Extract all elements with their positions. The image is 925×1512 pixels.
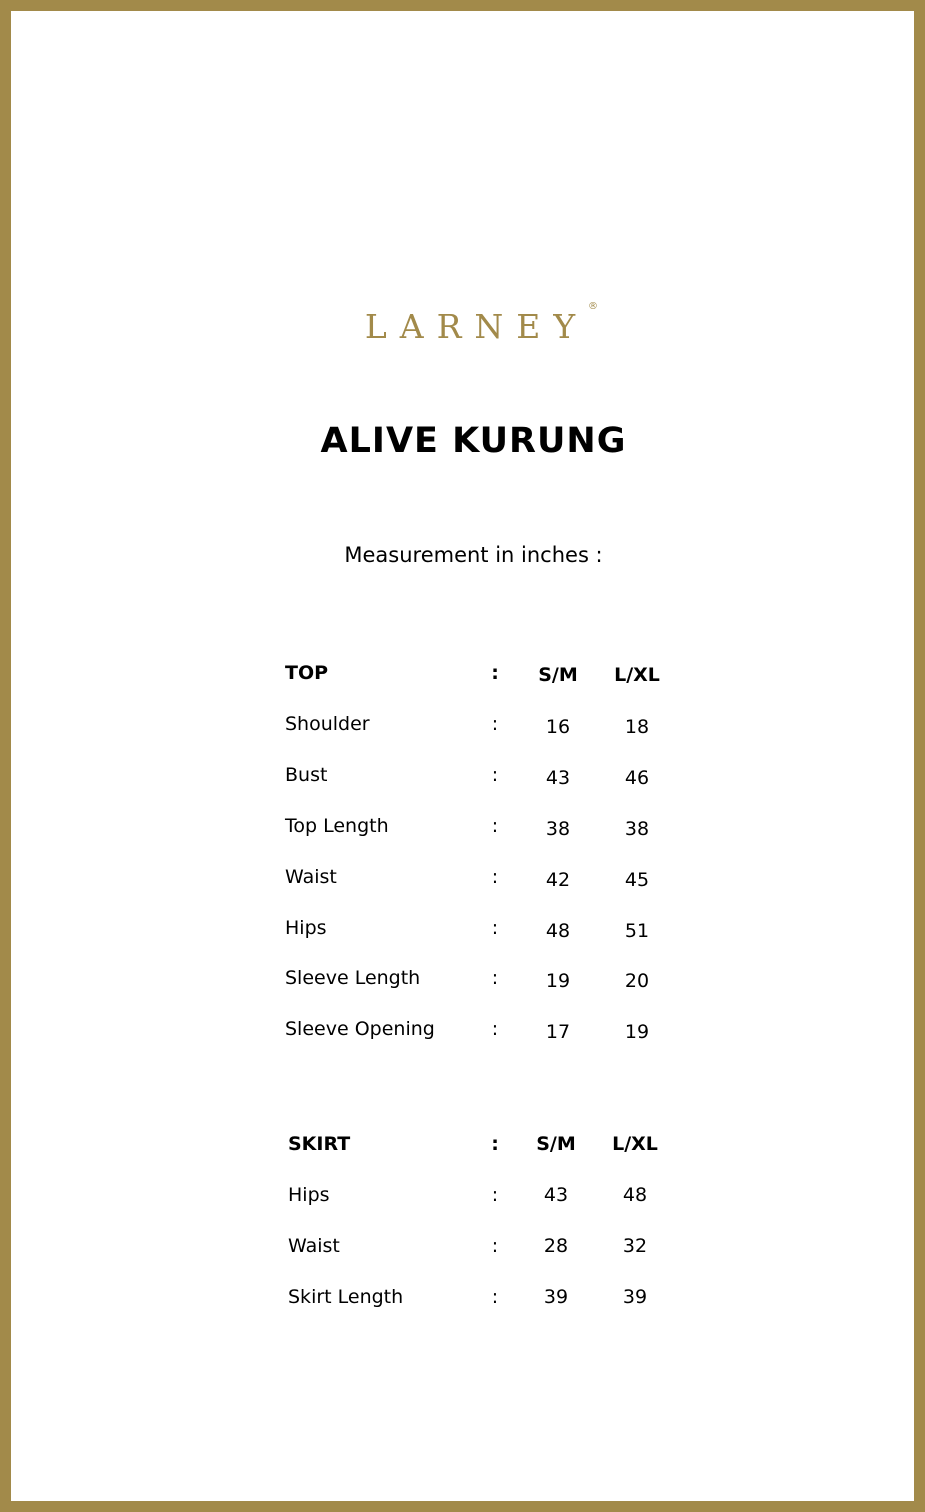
table-row <box>11 1231 925 1261</box>
section-label: SKIRT <box>288 1133 351 1155</box>
product-title: ALIVE KURUNG <box>320 421 627 461</box>
value-lxl: 45 <box>624 869 650 891</box>
top-table-header <box>11 658 925 688</box>
value-lxl: 19 <box>624 1021 650 1043</box>
table-row <box>11 963 925 993</box>
row-label: Hips <box>288 1184 330 1206</box>
table-row <box>11 862 925 892</box>
row-label: Sleeve Length <box>285 967 421 989</box>
value-sm: 39 <box>543 1286 569 1308</box>
value-sm: 16 <box>545 716 571 738</box>
table-row <box>11 811 925 841</box>
separator: : <box>491 866 499 888</box>
separator: : <box>491 764 499 786</box>
row-label: Waist <box>285 866 337 888</box>
brand-logo <box>11 301 925 347</box>
row-label: Shoulder <box>285 713 370 735</box>
row-label: Sleeve Opening <box>285 1018 435 1040</box>
row-label: Bust <box>285 764 328 786</box>
value-sm: 38 <box>545 818 571 840</box>
value-lxl: 48 <box>622 1184 648 1206</box>
brand-name: LARNEY <box>364 307 589 346</box>
table-row <box>11 760 925 790</box>
value-lxl: 46 <box>624 767 650 789</box>
measurement-note: Measurement in inches : <box>344 543 603 567</box>
value-sm: 42 <box>545 869 571 891</box>
separator: : <box>491 662 499 684</box>
row-label: Skirt Length <box>288 1286 404 1308</box>
value-lxl: 38 <box>624 818 650 840</box>
table-row <box>11 1014 925 1044</box>
column-header-sm: S/M <box>538 664 578 686</box>
skirt-table-header <box>11 1129 925 1159</box>
value-sm: 43 <box>543 1184 569 1206</box>
column-header-lxl: L/XL <box>612 1133 658 1155</box>
row-label: Top Length <box>285 815 389 837</box>
section-label: TOP <box>285 662 329 684</box>
row-label: Hips <box>285 917 327 939</box>
separator: : <box>491 815 499 837</box>
separator: : <box>491 1235 499 1257</box>
table-row <box>11 1282 925 1312</box>
table-row <box>11 913 925 943</box>
separator: : <box>491 1286 499 1308</box>
value-lxl: 39 <box>622 1286 648 1308</box>
value-sm: 48 <box>545 920 571 942</box>
value-lxl: 20 <box>624 970 650 992</box>
value-sm: 43 <box>545 767 571 789</box>
registered-mark-icon: ® <box>588 301 598 312</box>
separator: : <box>491 1133 499 1155</box>
separator: : <box>491 1018 499 1040</box>
value-sm: 28 <box>543 1235 569 1257</box>
separator: : <box>491 917 499 939</box>
value-sm: 19 <box>545 970 571 992</box>
value-lxl: 51 <box>624 920 650 942</box>
value-lxl: 18 <box>624 716 650 738</box>
row-label: Waist <box>288 1235 340 1257</box>
table-row <box>11 709 925 739</box>
table-row <box>11 1180 925 1210</box>
column-header-lxl: L/XL <box>614 664 660 686</box>
column-header-sm: S/M <box>536 1133 576 1155</box>
value-sm: 17 <box>545 1021 571 1043</box>
value-lxl: 32 <box>622 1235 648 1257</box>
separator: : <box>491 1184 499 1206</box>
separator: : <box>491 967 499 989</box>
separator: : <box>491 713 499 735</box>
